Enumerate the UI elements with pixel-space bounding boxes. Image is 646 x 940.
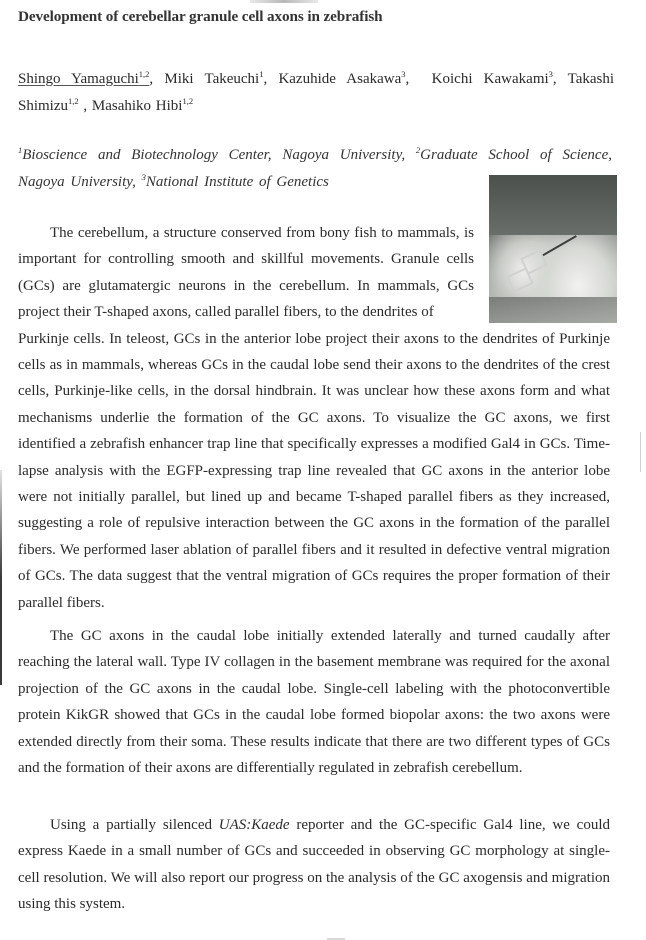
paragraph-1-wrapped: The cerebellum, a structure conserved from bony fish to mammals, is important for controlling smooth and skillful movements. Granule cells (GCs) are glutamatergic neurons in the cerebellum. In mammals, GCs project their T-shaped axons, called parallel fibers, to the dendrites of [18, 225, 474, 321]
author-list [18, 66, 614, 120]
author: Masahiko Hibi$^{1,2}$ [91, 96, 194, 114]
photo-glasses-arm [541, 235, 577, 257]
photo-shoulder-region [489, 297, 617, 323]
author: Miki Takeuchi$^1$, [164, 69, 268, 87]
affiliation: $^1$Bioscience and Biotechnology Center, Nagoya University, [18, 145, 406, 163]
author: Shingo Yamaguchi$^{1,2}$, [18, 69, 154, 87]
author: Koichi Kawakami$^3$, [431, 69, 557, 87]
author: Kazuhide Asakawa$^3$, [278, 69, 410, 87]
paragraph-3: Using a partially silenced UAS:Kaede reporter and the GC-specific Gal4 line, we could express Kaede in a small number of GCs and succeeded in observing GC morphology at single-cell resolution. We will also report our progress on the analysis of the GC axogensis and migration using this system. [18, 817, 610, 913]
paragraph-2: The GC axons in the caudal lobe initially extended laterally and turned caudally after reaching the lateral wall. Type IV collagen in the basement membrane was required for the axonal projection of the GC axons in the caudal lobe. Single-cell labeling with the photoconvertible protein KikGR showed that GCs in the caudal lobe formed biopolar axons: the two axons were extended directly from their soma. These results indicate that there are two different types of GCs and the formation of their axons are differentially regulated in zebrafish cerebellum. [18, 628, 610, 777]
reporter-name: UAS:Kaede [218, 817, 290, 833]
scan-artifact-top [250, 0, 318, 3]
author: Takashi Shimizu$^{1,2}$ , [18, 71, 615, 114]
scan-artifact-left-edge [0, 470, 2, 685]
affiliation: $^2$Graduate School of Science, Nagoya University, [18, 145, 612, 190]
affiliation: $^3$National Institute of Genetics [141, 172, 329, 190]
abstract-title: Development of cerebellar granule cell axons in zebrafish [18, 8, 383, 25]
paragraph-1-continued: Purkinje cells. In teleost, GCs in the anterior lobe project their axons to the dendrites of Purkinje cells as in mammals, whereas GCs in the caudal lobe send their axons to the dendrites of the crest cells, Purkinje-like cells, in the dorsal hindbrain. It was unclear how these axons form and what mechanisms underlie the formation of the GC axons. To visualize the GC axons, we first identified a zebrafish enhancer trap line that specifically expresses a modified Gal4 in GCs. Time-lapse analysis with the EGFP-expressing trap line revealed that GC axons in the anterior lobe were not initially parallel, but lined up and became T-shaped parallel fibers as they increased, suggesting a role of repulsive interaction between the GC axons in the formation of the parallel fibers. We performed laser ablation of parallel fibers and it resulted in defective ventral migration of GCs. The data suggest that the ventral migration of GCs requires the proper formation of their parallel fibers. [18, 330, 610, 611]
photo-hair-region [489, 175, 617, 235]
author-name-presenter: Shingo Yamaguchi$^{1,2}$ [18, 69, 150, 87]
presenter-photo [489, 175, 617, 323]
scan-artifact-right-edge [640, 432, 641, 472]
